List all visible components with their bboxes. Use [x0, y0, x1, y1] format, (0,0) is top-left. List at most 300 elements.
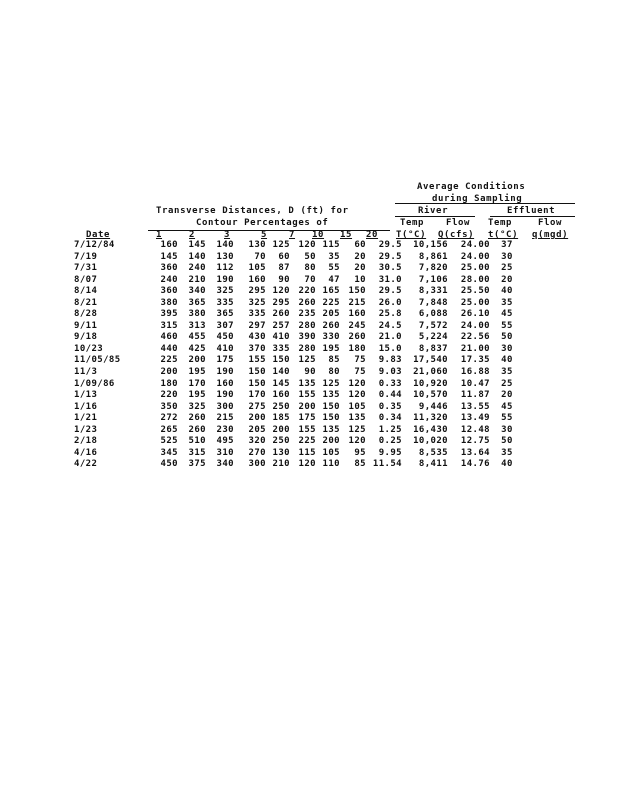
date-cell: 4/22: [74, 459, 98, 470]
pct-15-cell: 115: [322, 240, 340, 250]
table-row: [74, 390, 524, 402]
pct-20-cell: 120: [348, 378, 366, 389]
pct-2-cell: 240: [188, 263, 206, 274]
pct-10-cell: 390: [298, 332, 316, 343]
pct-1-cell: 395: [160, 309, 178, 320]
pct-1-cell: 360: [160, 286, 178, 297]
pct-5-cell: 160: [248, 274, 266, 285]
effluent-flow-cell: 45: [501, 309, 513, 320]
river-temp-cell: 15.0: [378, 343, 402, 354]
pct-5-cell: 70: [254, 251, 266, 262]
pct-1-cell: 345: [160, 447, 178, 458]
river-flow-cell: 16,430: [413, 424, 448, 435]
pct-5-cell: 170: [248, 390, 266, 401]
pct-20-cell: 120: [348, 390, 366, 401]
river-temp-cell: 11.54: [372, 459, 402, 470]
river-flow-cell: 8,861: [418, 251, 448, 262]
pct-10-cell: 120: [298, 459, 316, 470]
table-row: [74, 402, 524, 414]
flow-effluent-label: Flow: [538, 218, 563, 228]
pct-5-cell: 335: [248, 309, 266, 320]
pct-15-cell: 85: [328, 355, 340, 366]
pct-10-cell: 120: [298, 240, 316, 250]
pct-7-cell: 260: [272, 309, 290, 320]
table-row: [74, 344, 524, 356]
pct-15-cell: 225: [322, 297, 340, 308]
rule-contour: [148, 230, 390, 231]
river-flow-unit: Q(cfs): [438, 230, 475, 240]
pct-3-cell: 230: [216, 424, 234, 435]
table-row: [74, 355, 524, 367]
river-flow-cell: 10,920: [413, 378, 448, 389]
pct-20-cell: 20: [354, 263, 366, 274]
pct-1-cell: 225: [160, 355, 178, 366]
table-row: [74, 298, 524, 310]
pct-5-cell: 297: [248, 320, 266, 331]
date-cell: 1/09/86: [74, 378, 115, 389]
pct-2-cell: 365: [188, 297, 206, 308]
pct-2-cell: 195: [188, 367, 206, 378]
pct-7-cell: 60: [278, 251, 290, 262]
effluent-temp-cell: 13.64: [460, 447, 490, 458]
pct-7-cell: 335: [272, 343, 290, 354]
river-flow-cell: 21,060: [413, 367, 448, 378]
date-cell: 11/3: [74, 367, 98, 378]
date-cell: 1/23: [74, 424, 98, 435]
effluent-flow-cell: 40: [501, 459, 513, 470]
pct-7-cell: 120: [272, 286, 290, 297]
pct-20-cell: 215: [348, 297, 366, 308]
river-flow-cell: 8,411: [418, 459, 448, 470]
pct-15-cell: 200: [322, 436, 340, 447]
effluent-flow-cell: 50: [501, 332, 513, 343]
pct-20-cell: 20: [354, 251, 366, 262]
contour-percentages-heading: Contour Percentages of: [196, 218, 329, 228]
pct-1-header: 1: [156, 230, 163, 240]
effluent-flow-cell: 37: [501, 240, 513, 250]
pct-5-cell: 370: [248, 343, 266, 354]
pct-10-cell: 135: [298, 378, 316, 389]
pct-10-cell: 50: [304, 251, 316, 262]
date-cell: 7/19: [74, 251, 98, 262]
river-flow-cell: 5,224: [418, 332, 448, 343]
pct-3-cell: 190: [216, 390, 234, 401]
rule-river: [395, 216, 475, 217]
pct-7-cell: 210: [272, 459, 290, 470]
pct-3-cell: 140: [216, 240, 234, 250]
effluent-temp-cell: 24.00: [460, 240, 490, 250]
effluent-temp-cell: 25.00: [460, 297, 490, 308]
pct-3-cell: 450: [216, 332, 234, 343]
table-row: [74, 321, 524, 333]
effluent-temp-cell: 16.88: [460, 367, 490, 378]
transverse-distances-heading: Transverse Distances, D (ft) for: [156, 206, 349, 216]
pct-20-header: 20: [366, 230, 379, 240]
river-temp-cell: 30.5: [378, 263, 402, 274]
river-flow-cell: 8,535: [418, 447, 448, 458]
pct-20-cell: 260: [348, 332, 366, 343]
pct-10-cell: 70: [304, 274, 316, 285]
pct-20-cell: 75: [354, 367, 366, 378]
pct-2-cell: 315: [188, 447, 206, 458]
date-cell: 10/23: [74, 343, 104, 354]
pct-3-cell: 310: [216, 447, 234, 458]
river-temp-cell: 0.35: [378, 401, 402, 412]
river-temp-cell: 25.8: [378, 309, 402, 320]
pct-20-cell: 95: [354, 447, 366, 458]
effluent-flow-cell: 20: [501, 274, 513, 285]
effluent-flow-cell: 40: [501, 355, 513, 366]
pct-1-cell: 240: [160, 274, 178, 285]
pct-20-cell: 120: [348, 436, 366, 447]
table-row: [74, 379, 524, 391]
pct-7-cell: 185: [272, 413, 290, 424]
pct-2-cell: 455: [188, 332, 206, 343]
effluent-temp-cell: 13.49: [460, 413, 490, 424]
pct-1-cell: 200: [160, 367, 178, 378]
river-heading: River: [418, 206, 449, 216]
effluent-flow-cell: 50: [501, 436, 513, 447]
river-temp-cell: 29.5: [378, 251, 402, 262]
pct-2-cell: 380: [188, 309, 206, 320]
pct-1-cell: 450: [160, 459, 178, 470]
temp-effluent-label: Temp: [488, 218, 513, 228]
pct-2-cell: 325: [188, 401, 206, 412]
pct-3-cell: 175: [216, 355, 234, 366]
pct-7-cell: 125: [272, 240, 290, 250]
river-temp-cell: 0.25: [378, 436, 402, 447]
pct-3-cell: 300: [216, 401, 234, 412]
effluent-flow-cell: 40: [501, 286, 513, 297]
pct-5-cell: 105: [248, 263, 266, 274]
pct-2-cell: 140: [188, 251, 206, 262]
effluent-temp-unit: t(°C): [488, 230, 519, 240]
river-flow-cell: 8,331: [418, 286, 448, 297]
effluent-temp-cell: 24.00: [460, 251, 490, 262]
river-temp-cell: 0.44: [378, 390, 402, 401]
river-flow-cell: 10,156: [413, 240, 448, 250]
pct-7-cell: 410: [272, 332, 290, 343]
pct-5-cell: 270: [248, 447, 266, 458]
during-sampling-heading: during Sampling: [432, 194, 523, 204]
pct-7-cell: 140: [272, 367, 290, 378]
pct-10-cell: 235: [298, 309, 316, 320]
pct-7-cell: 150: [272, 355, 290, 366]
date-cell: 1/21: [74, 413, 98, 424]
pct-3-cell: 365: [216, 309, 234, 320]
pct-10-cell: 155: [298, 390, 316, 401]
effluent-temp-cell: 25.00: [460, 263, 490, 274]
pct-5-cell: 325: [248, 297, 266, 308]
pct-5-cell: 430: [248, 332, 266, 343]
pct-7-cell: 250: [272, 436, 290, 447]
pct-7-cell: 145: [272, 378, 290, 389]
effluent-temp-cell: 26.10: [460, 309, 490, 320]
pct-1-cell: 440: [160, 343, 178, 354]
date-cell: 11/05/85: [74, 355, 121, 366]
effluent-flow-cell: 35: [501, 447, 513, 458]
pct-5-cell: 295: [248, 286, 266, 297]
pct-15-cell: 135: [322, 390, 340, 401]
date-cell: 8/14: [74, 286, 98, 297]
pct-20-cell: 60: [354, 240, 366, 250]
pct-10-cell: 90: [304, 367, 316, 378]
river-flow-cell: 7,848: [418, 297, 448, 308]
table-row: [74, 367, 524, 379]
date-cell: 9/18: [74, 332, 98, 343]
river-temp-cell: 29.5: [378, 240, 402, 250]
pct-3-cell: 335: [216, 297, 234, 308]
pct-1-cell: 220: [160, 390, 178, 401]
pct-5-cell: 130: [248, 240, 266, 250]
river-temp-cell: 26.0: [378, 297, 402, 308]
river-temp-cell: 31.0: [378, 274, 402, 285]
pct-1-cell: 460: [160, 332, 178, 343]
pct-20-cell: 75: [354, 355, 366, 366]
table-row: [74, 286, 524, 298]
pct-3-header: 3: [224, 230, 231, 240]
pct-15-cell: 105: [322, 447, 340, 458]
pct-10-cell: 225: [298, 436, 316, 447]
pct-10-cell: 280: [298, 320, 316, 331]
pct-20-cell: 10: [354, 274, 366, 285]
effluent-temp-cell: 17.35: [460, 355, 490, 366]
effluent-temp-cell: 11.87: [460, 390, 490, 401]
river-temp-cell: 21.0: [378, 332, 402, 343]
river-flow-cell: 11,320: [413, 413, 448, 424]
pct-10-cell: 220: [298, 286, 316, 297]
effluent-temp-cell: 21.00: [460, 343, 490, 354]
pct-7-cell: 200: [272, 424, 290, 435]
pct-1-cell: 265: [160, 424, 178, 435]
pct-10-cell: 125: [298, 355, 316, 366]
river-flow-cell: 7,106: [418, 274, 448, 285]
pct-3-cell: 215: [216, 413, 234, 424]
date-cell: 7/31: [74, 263, 98, 274]
date-cell: 8/07: [74, 274, 98, 285]
pct-1-cell: 145: [160, 251, 178, 262]
effluent-flow-cell: 35: [501, 297, 513, 308]
effluent-flow-cell: 45: [501, 401, 513, 412]
table-row: [74, 309, 524, 321]
pct-20-cell: 160: [348, 309, 366, 320]
pct-15-cell: 80: [328, 367, 340, 378]
river-temp-cell: 9.83: [378, 355, 402, 366]
date-cell: 9/11: [74, 320, 98, 331]
table-row: [74, 263, 524, 275]
effluent-temp-cell: 28.00: [460, 274, 490, 285]
pct-10-cell: 115: [298, 447, 316, 458]
pct-1-cell: 380: [160, 297, 178, 308]
pct-2-cell: 340: [188, 286, 206, 297]
pct-7-cell: 90: [278, 274, 290, 285]
effluent-flow-cell: 30: [501, 251, 513, 262]
pct-15-cell: 330: [322, 332, 340, 343]
pct-1-cell: 160: [160, 240, 178, 250]
pct-20-cell: 85: [354, 459, 366, 470]
effluent-flow-cell: 20: [501, 390, 513, 401]
pct-15-cell: 150: [322, 413, 340, 424]
pct-5-cell: 275: [248, 401, 266, 412]
river-temp-cell: 24.5: [378, 320, 402, 331]
effluent-heading: Effluent: [507, 206, 556, 216]
pct-2-cell: 313: [188, 320, 206, 331]
effluent-flow-cell: 55: [501, 413, 513, 424]
river-temp-cell: 0.33: [378, 378, 402, 389]
table-row: [74, 425, 524, 437]
effluent-temp-cell: 12.48: [460, 424, 490, 435]
pct-1-cell: 350: [160, 401, 178, 412]
date-cell: 4/16: [74, 447, 98, 458]
pct-10-cell: 280: [298, 343, 316, 354]
pct-3-cell: 495: [216, 436, 234, 447]
river-flow-cell: 9,446: [418, 401, 448, 412]
table-row: [74, 436, 524, 448]
effluent-flow-unit: q(mgd): [532, 230, 569, 240]
pct-2-cell: 375: [188, 459, 206, 470]
pct-1-cell: 272: [160, 413, 178, 424]
pct-5-cell: 300: [248, 459, 266, 470]
pct-5-cell: 150: [248, 378, 266, 389]
effluent-temp-cell: 12.75: [460, 436, 490, 447]
pct-15-header: 15: [340, 230, 353, 240]
effluent-flow-cell: 25: [501, 378, 513, 389]
river-flow-cell: 8,837: [418, 343, 448, 354]
pct-15-cell: 110: [322, 459, 340, 470]
pct-3-cell: 410: [216, 343, 234, 354]
pct-3-cell: 130: [216, 251, 234, 262]
pct-10-cell: 155: [298, 424, 316, 435]
river-temp-unit: T(°C): [396, 230, 427, 240]
pct-15-cell: 47: [328, 274, 340, 285]
pct-3-cell: 160: [216, 378, 234, 389]
pct-7-cell: 160: [272, 390, 290, 401]
effluent-flow-cell: 35: [501, 367, 513, 378]
river-temp-cell: 9.95: [378, 447, 402, 458]
table-row: [74, 252, 524, 264]
river-temp-cell: 1.25: [378, 424, 402, 435]
pct-10-cell: 200: [298, 401, 316, 412]
river-temp-cell: 29.5: [378, 286, 402, 297]
pct-2-cell: 260: [188, 424, 206, 435]
pct-15-cell: 205: [322, 309, 340, 320]
pct-15-cell: 165: [322, 286, 340, 297]
rule-effluent: [490, 216, 575, 217]
pct-15-cell: 135: [322, 424, 340, 435]
pct-1-cell: 180: [160, 378, 178, 389]
pct-3-cell: 190: [216, 274, 234, 285]
pct-15-cell: 55: [328, 263, 340, 274]
pct-2-cell: 425: [188, 343, 206, 354]
date-cell: 7/12/84: [74, 240, 115, 250]
pct-20-cell: 245: [348, 320, 366, 331]
pct-1-cell: 360: [160, 263, 178, 274]
effluent-temp-cell: 24.00: [460, 320, 490, 331]
pct-5-cell: 155: [248, 355, 266, 366]
effluent-temp-cell: 13.55: [460, 401, 490, 412]
pct-1-cell: 525: [160, 436, 178, 447]
date-cell: 8/21: [74, 297, 98, 308]
pct-15-cell: 260: [322, 320, 340, 331]
pct-15-cell: 150: [322, 401, 340, 412]
pct-10-cell: 80: [304, 263, 316, 274]
pct-3-cell: 340: [216, 459, 234, 470]
table-row: [74, 332, 524, 344]
data-table: [74, 240, 524, 471]
avg-conditions-heading: Average Conditions: [417, 182, 526, 192]
pct-2-cell: 210: [188, 274, 206, 285]
pct-2-cell: 260: [188, 413, 206, 424]
pct-2-cell: 200: [188, 355, 206, 366]
table-row: [74, 240, 524, 252]
date-cell: 8/28: [74, 309, 98, 320]
effluent-temp-cell: 14.76: [460, 459, 490, 470]
pct-7-header: 7: [289, 230, 296, 240]
pct-5-cell: 200: [248, 413, 266, 424]
pct-10-cell: 260: [298, 297, 316, 308]
effluent-flow-cell: 55: [501, 320, 513, 331]
pct-5-cell: 205: [248, 424, 266, 435]
pct-7-cell: 295: [272, 297, 290, 308]
pct-2-cell: 195: [188, 390, 206, 401]
effluent-temp-cell: 10.47: [460, 378, 490, 389]
river-temp-cell: 0.34: [378, 413, 402, 424]
temp-river-label: Temp: [400, 218, 425, 228]
pct-20-cell: 180: [348, 343, 366, 354]
date-cell: 1/16: [74, 401, 98, 412]
river-flow-cell: 7,820: [418, 263, 448, 274]
pct-10-cell: 175: [298, 413, 316, 424]
pct-2-cell: 145: [188, 240, 206, 250]
effluent-flow-cell: 25: [501, 263, 513, 274]
pct-3-cell: 112: [216, 263, 234, 274]
date-column-header: Date: [86, 230, 111, 240]
pct-5-header: 5: [261, 230, 268, 240]
river-flow-cell: 10,570: [413, 390, 448, 401]
pct-20-cell: 125: [348, 424, 366, 435]
data-table-body: [74, 240, 524, 471]
pct-20-cell: 135: [348, 413, 366, 424]
flow-river-label: Flow: [446, 218, 471, 228]
pct-2-cell: 170: [188, 378, 206, 389]
effluent-flow-cell: 30: [501, 424, 513, 435]
pct-7-cell: 130: [272, 447, 290, 458]
effluent-temp-cell: 25.50: [460, 286, 490, 297]
river-flow-cell: 10,020: [413, 436, 448, 447]
pct-15-cell: 195: [322, 343, 340, 354]
pct-7-cell: 250: [272, 401, 290, 412]
pct-20-cell: 105: [348, 401, 366, 412]
pct-3-cell: 190: [216, 367, 234, 378]
pct-7-cell: 87: [278, 263, 290, 274]
table-row: [74, 448, 524, 460]
river-flow-cell: 6,088: [418, 309, 448, 320]
pct-1-cell: 315: [160, 320, 178, 331]
pct-2-header: 2: [189, 230, 196, 240]
pct-3-cell: 307: [216, 320, 234, 331]
pct-5-cell: 150: [248, 367, 266, 378]
pct-5-cell: 320: [248, 436, 266, 447]
pct-3-cell: 325: [216, 286, 234, 297]
date-cell: 2/18: [74, 436, 98, 447]
pct-2-cell: 510: [188, 436, 206, 447]
effluent-flow-cell: 30: [501, 343, 513, 354]
pct-7-cell: 257: [272, 320, 290, 331]
date-cell: 1/13: [74, 390, 98, 401]
river-flow-cell: 7,572: [418, 320, 448, 331]
pct-15-cell: 35: [328, 251, 340, 262]
table-row: [74, 459, 524, 471]
